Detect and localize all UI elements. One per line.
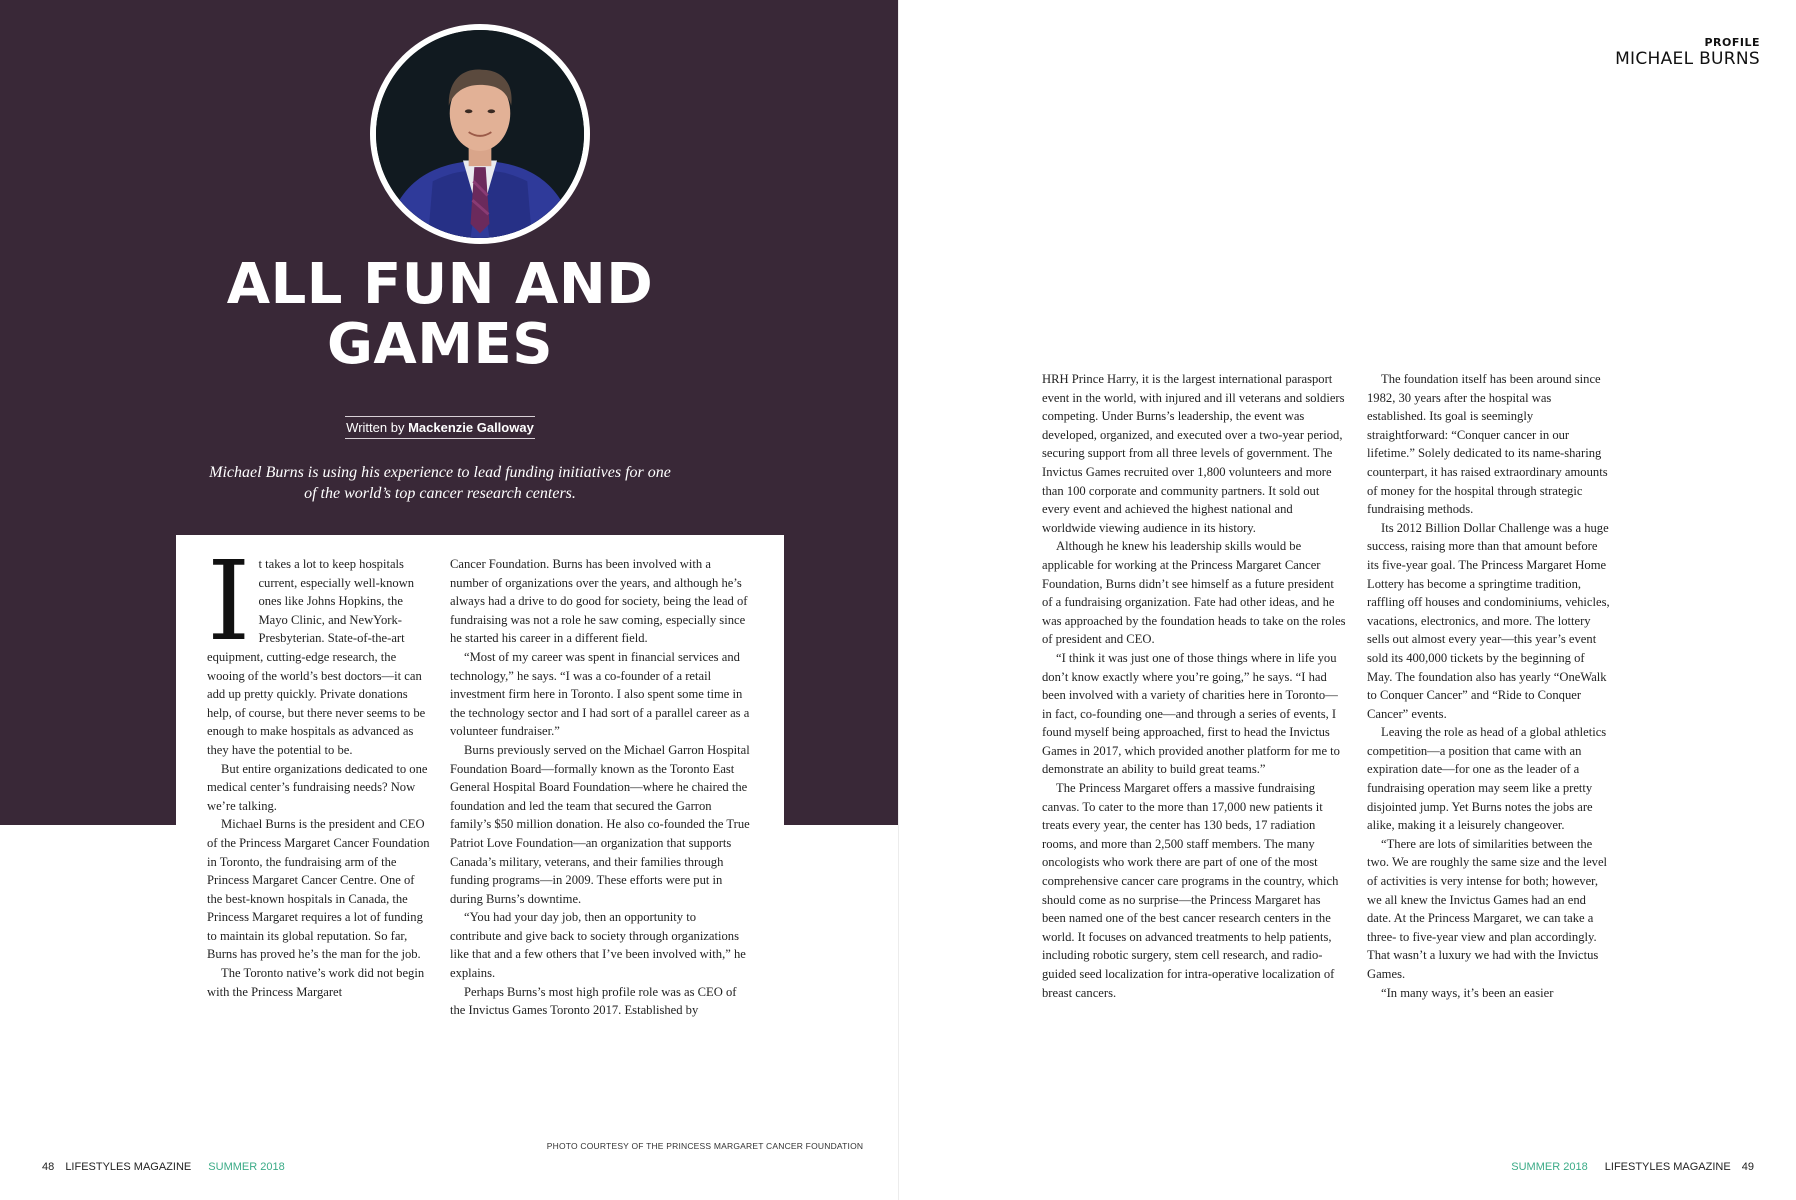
magazine-name: LIFESTYLES MAGAZINE (1604, 1161, 1731, 1173)
paragraph: Leaving the role as head of a global athletics competition—a position that came with an expiration date—for one as the leader of a fundraising operation may seem like a pretty disjointed jump. Yet Burns notes the jobs are alike, making it a leisurely changeover. (1367, 725, 1607, 833)
photo-credit: PHOTO COURTESY OF THE PRINCESS MARGARET CANCER FOUNDATION (546, 1141, 864, 1151)
page-number: 48 (42, 1161, 55, 1173)
section-name: MICHAEL BURNS (1615, 49, 1760, 69)
byline-author: Mackenzie Galloway (408, 420, 534, 435)
section-kicker: PROFILE (1704, 36, 1760, 49)
page-number: 49 (1741, 1161, 1754, 1173)
section-tag (1615, 36, 1760, 69)
paragraph: Burns previously served on the Michael Garron Hospital Foundation Board—formally known as the Toronto East General Hospital Board Foundation—where he chaired the foundation and led the team that secured the Garron family’s $50 million donation. He also co-founded the True Patriot Love Foundation—an organization that supports Canada’s military, veterans, and their families through funding programs—in 2009. These efforts were put in during Burns’s downtime. (450, 742, 750, 906)
folio-right (1511, 1161, 1754, 1173)
issue-season: SUMMER 2018 (1511, 1161, 1588, 1173)
article-headline: ALL FUN AND GAMES (226, 252, 654, 377)
paragraph: “I think it was just one of those things where in life you don’t know exactly where you’re going,” he says. “I had been involved with a variety of charities here in Toronto—in fact, co-founding one—and through a series of events, I found myself being approached, first to head the Invictus Games in 2017, which provided another platform for me to demonstrate an ability to build great teams.” (1042, 650, 1340, 777)
folio-left (42, 1161, 285, 1173)
paragraph: Its 2012 Billion Dollar Challenge was a huge success, raising more than that amount before its five-year goal. The Princess Margaret Home Lottery has become a springtime tradition, raffling off houses and condominiums, vehicles, vacations, electronics, and more. The lottery sells out almost every year—this year’s event sold its 400,000 tickets by the beginning of May. The foundation also has yearly “OneWalk to Conquer Cancer” and “Ride to Conquer Cancer” events. (1367, 520, 1610, 721)
byline-prefix: Written by (346, 420, 405, 435)
body-column-1 (207, 537, 430, 1001)
byline (345, 416, 535, 439)
magazine-name: LIFESTYLES MAGAZINE (65, 1161, 192, 1173)
paragraph: Michael Burns is the president and CEO of the Princess Margaret Cancer Foundation in Toronto, the fundraising arm of the Princess Margaret Cancer Centre. One of the best-known hospitals in Canada, the Princess Margaret requires a lot of funding to maintain its global reputation. So far, Burns has proved he’s the man for the job. (207, 817, 430, 962)
paragraph: Perhaps Burns’s most high profile role was as CEO of the Invictus Games Toronto 2017. Established by (450, 984, 737, 1018)
paragraph: Cancer Foundation. Burns has been involved with a number of organizations over the years, and although he’s always had a drive to do good for society, being the lead of fundraising was not a role he saw coming, especially since he started his career in a different field. (450, 557, 748, 646)
paragraph: “In many ways, it’s been an easier (1381, 985, 1554, 1000)
portrait-photo (370, 24, 590, 244)
paragraph: “Most of my career was spent in financial services and technology,” he says. “I was a co-founder of a retail investment firm here in Toronto. I also spent some time in the technology sector and I had sort of a parallel career as a volunteer fundraiser.” (450, 649, 750, 739)
paragraph: Although he knew his leadership skills would be applicable for working at the Princess Margaret Cancer Foundation, Burns didn’t see himself as a future president of a fundraising organization. Fate had other ideas, and he was approached by the foundation heads to take on the roles of president and CEO. (1042, 539, 1346, 647)
paragraph: But entire organizations dedicated to one medical center’s fundraising needs? Now we’re talking. (207, 761, 428, 813)
drop-cap: I (207, 537, 251, 665)
paragraph: t takes a lot to keep hospitals current, especially well-known ones like Johns Hopkins, the Mayo Clinic, and NewYork-Presbyterian. State-of-the-art equipment, cutting-edge research, the wooing of the world’s best doctors—it can add up pretty quickly. Private donations help, of course, but there never seems to be enough to make hospitals as advanced as they have the potential to be. (207, 557, 426, 757)
body-column-2 (450, 555, 750, 1020)
paragraph: The Toronto native’s work did not begin with the Princess Margaret (207, 966, 425, 999)
issue-season: SUMMER 2018 (208, 1161, 285, 1173)
body-column-4 (1367, 370, 1610, 1002)
article-deck: Michael Burns is using his experience to lead funding initiatives for one of the world’s top cancer research centers. (209, 464, 671, 502)
paragraph: The foundation itself has been around since 1982, 30 years after the hospital was established. Its goal is seemingly straightforward: “Conquer cancer in our lifetime.” Solely dedicated to its name-sharing counterpart, it has raised extraordinary amounts of money for the hospital through strategic fundraising methods. (1367, 372, 1608, 517)
paragraph: “You had your day job, then an opportunity to contribute and give back to society through organizations like that and a few others that I’ve been involved with,” he explains. (450, 910, 746, 981)
body-column-3 (1042, 370, 1347, 1002)
paragraph: HRH Prince Harry, it is the largest international parasport event in the world, with injured and ill veterans and soldiers competing. Under Burns’s leadership, the event was developed, organized, and executed over a two-year period, securing support from all three levels of government. The Invictus Games recruited over 1,800 volunteers and more than 100 corporate and community partners. It sold out every event and achieved the highest national and worldwide viewing audience in its history. (1042, 372, 1345, 535)
paragraph: The Princess Margaret offers a massive fundraising canvas. To cater to the more than 17,000 new patients it treats every year, the center has 130 beds, 17 radiation rooms, and more than 2,500 staff members. The many oncologists who work there are part of one of the most comprehensive cancer care programs in the country, which should come as no surprise—the Princess Margaret has been named one of the best cancer research centers in the world. It focuses on advanced treatments to help patients, including robotic surgery, stem cell research, and radio-guided seed localization for intra-operative localization of breast cancers. (1042, 781, 1339, 1000)
paragraph: “There are lots of similarities between the two. We are roughly the same size and the level of activities is very intense for both; however, we all knew the Invictus Games had an end date. At the Princess Margaret, we can take a three- to five-year view and plan accordingly. That wasn’t a luxury we had with the Invictus Games. (1367, 836, 1608, 981)
gutter (898, 0, 899, 1200)
